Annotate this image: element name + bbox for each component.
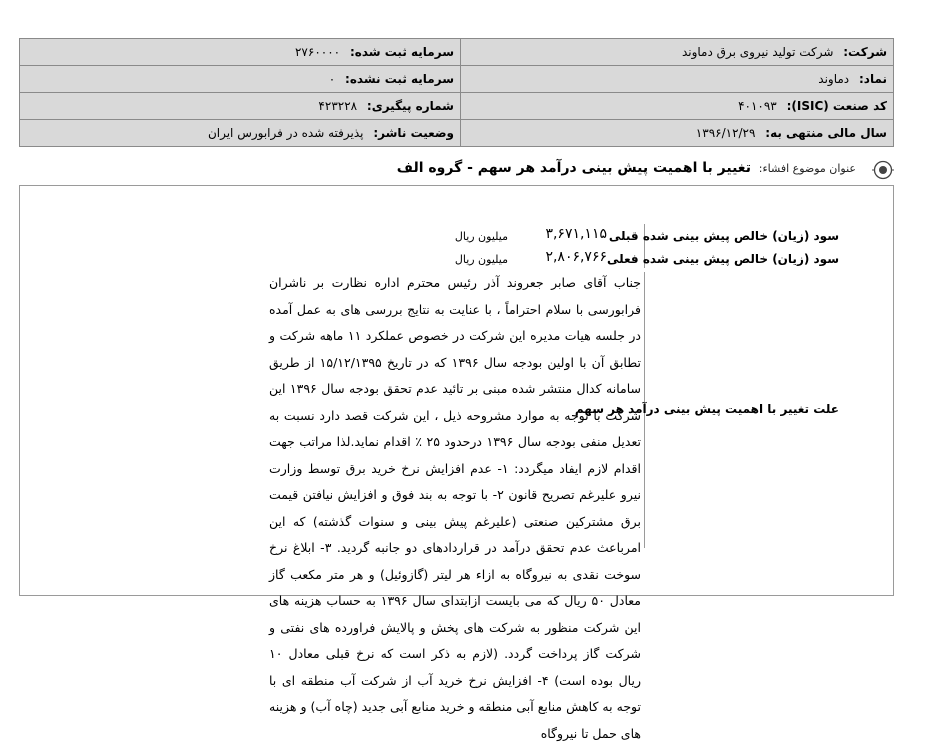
- info-row-4: [20, 120, 894, 147]
- publisher-status-cell: [20, 120, 461, 147]
- isic-cell: [461, 93, 894, 120]
- capital-unregistered-value: ۰: [328, 72, 336, 86]
- tracking-label: شماره پیگیری:: [366, 99, 454, 113]
- previous-forecast-value: ۳,۶۷۱,۱۱۵: [545, 226, 607, 242]
- capital-registered-label: سرمایه ثبت شده:: [349, 45, 454, 59]
- capital-unregistered-cell: [20, 66, 461, 93]
- previous-forecast-unit: میلیون ریال: [454, 230, 508, 243]
- company-info-table: [19, 38, 894, 147]
- company-label: شرکت:: [843, 45, 887, 59]
- fiscal-year-value: ۱۳۹۶/۱۲/۲۹: [695, 126, 756, 140]
- disclosure-body-box: [19, 185, 894, 741]
- publisher-status-value: پذیرفته شده در فرابورس ایران: [207, 126, 364, 140]
- current-forecast-unit: میلیون ریال: [454, 253, 508, 266]
- isic-label: کد صنعت (ISIC):: [786, 99, 887, 113]
- capital-registered-cell: [20, 39, 461, 66]
- current-forecast-value: ۲,۸۰۶,۷۶۶: [545, 249, 607, 265]
- subject-heading: [397, 160, 856, 176]
- info-row-1: [20, 39, 894, 66]
- previous-forecast-label: سود (زیان) خالص پیش بینی شده قبلی: [608, 229, 839, 243]
- symbol-value: دماوند: [818, 72, 850, 86]
- publisher-status-label: وضعیت ناشر:: [373, 126, 454, 140]
- subject-prefix: عنوان موضوع افشاء:: [758, 162, 856, 175]
- capital-registered-value: ۲۷۶۰۰۰۰: [294, 45, 341, 59]
- symbol-label: نماد:: [858, 72, 887, 86]
- change-reason-label: علت تغییر با اهمیت پیش بینی درآمد هر سهم: [574, 402, 839, 416]
- subject-title: تغییر با اهمیت پیش بینی درآمد هر سهم - گروه الف: [396, 160, 751, 176]
- company-value: شرکت تولید نیروی برق دماوند: [681, 45, 834, 59]
- info-row-2: [20, 66, 894, 93]
- info-row-3: [20, 93, 894, 120]
- current-forecast-label: سود (زیان) خالص پیش بینی شده فعلی: [606, 252, 839, 266]
- fiscal-year-label: سال مالی منتهی به:: [765, 126, 887, 140]
- isic-value: ۴۰۱۰۹۳: [738, 99, 777, 113]
- fiscal-year-cell: [461, 120, 894, 147]
- target-bullet-icon: [872, 159, 894, 181]
- symbol-cell: [461, 66, 894, 93]
- company-cell: [461, 39, 894, 66]
- change-reason-text: جناب آقای صابر جعروند آذر رئیس محترم اداره نظارت بر ناشران فرابورسی با سلام احتراماً ، با عنایت به نتایج بررسی های به عمل آمده در جلسه هیات مدیره این شرکت در خصوص عملکرد ۱۱ ماهه شرکت و تطابق آن با اولین بودجه سال ۱۳۹۶ که در تاریخ ۱۵/۱۲/۱۳۹۵ از طریق سامانه کدال منتشر شده مبنی بر تائید عدم تحقق بودجه سال ۱۳۹۶ این شرکت با توجه به موارد مشروحه ذیل ، این شرکت قصد دارد نسبت به تعدیل منفی بودجه سال ۱۳۹۶ درحدود ۲۵ ٪ اقدام نماید.لذا مراتب جهت اقدام لازم ایفاد میگردد: ۱- عدم افزایش نرخ خرید برق توسط وزارت نیرو علیرغم تصریح قانون ۲- با توجه به بند فوق و افزایش نیافتن قیمت برق مشترکین صنعتی (علیرغم پیش بینی و سنوات گذشته) که این امرباعث عدم تحقق درآمد در قراردادهای دو جانبه گردید. ۳- ابلاغ نرخ سوخت نقدی به نیروگاه به ازاء هر لیتر (گازوئیل) و هر متر مکعب گاز معادل ۵۰ ریال که می بایست ازابتدای سال ۱۳۹۶ به حساب هزینه های این شرکت منظور به شرکت های پخش و پالایش فراورده های نفتی و شرکت گاز پرداخت گردد. (لازم به ذکر است که نرخ قبلی معادل ۱۰ ریال بوده است) ۴- افزایش نرخ خرید آب از شرکت آب منطقه ای با توجه به کاهش منابع آبی منطقه و خرید منابع آبی جدید (چاه آب) و هزینه های حمل تا نیروگاه: [269, 275, 641, 741]
- subject-row: [19, 157, 900, 183]
- tracking-value: ۴۲۳۲۲۸: [318, 99, 358, 113]
- capital-unregistered-label: سرمایه ثبت نشده:: [345, 72, 454, 86]
- tracking-cell: [20, 93, 461, 120]
